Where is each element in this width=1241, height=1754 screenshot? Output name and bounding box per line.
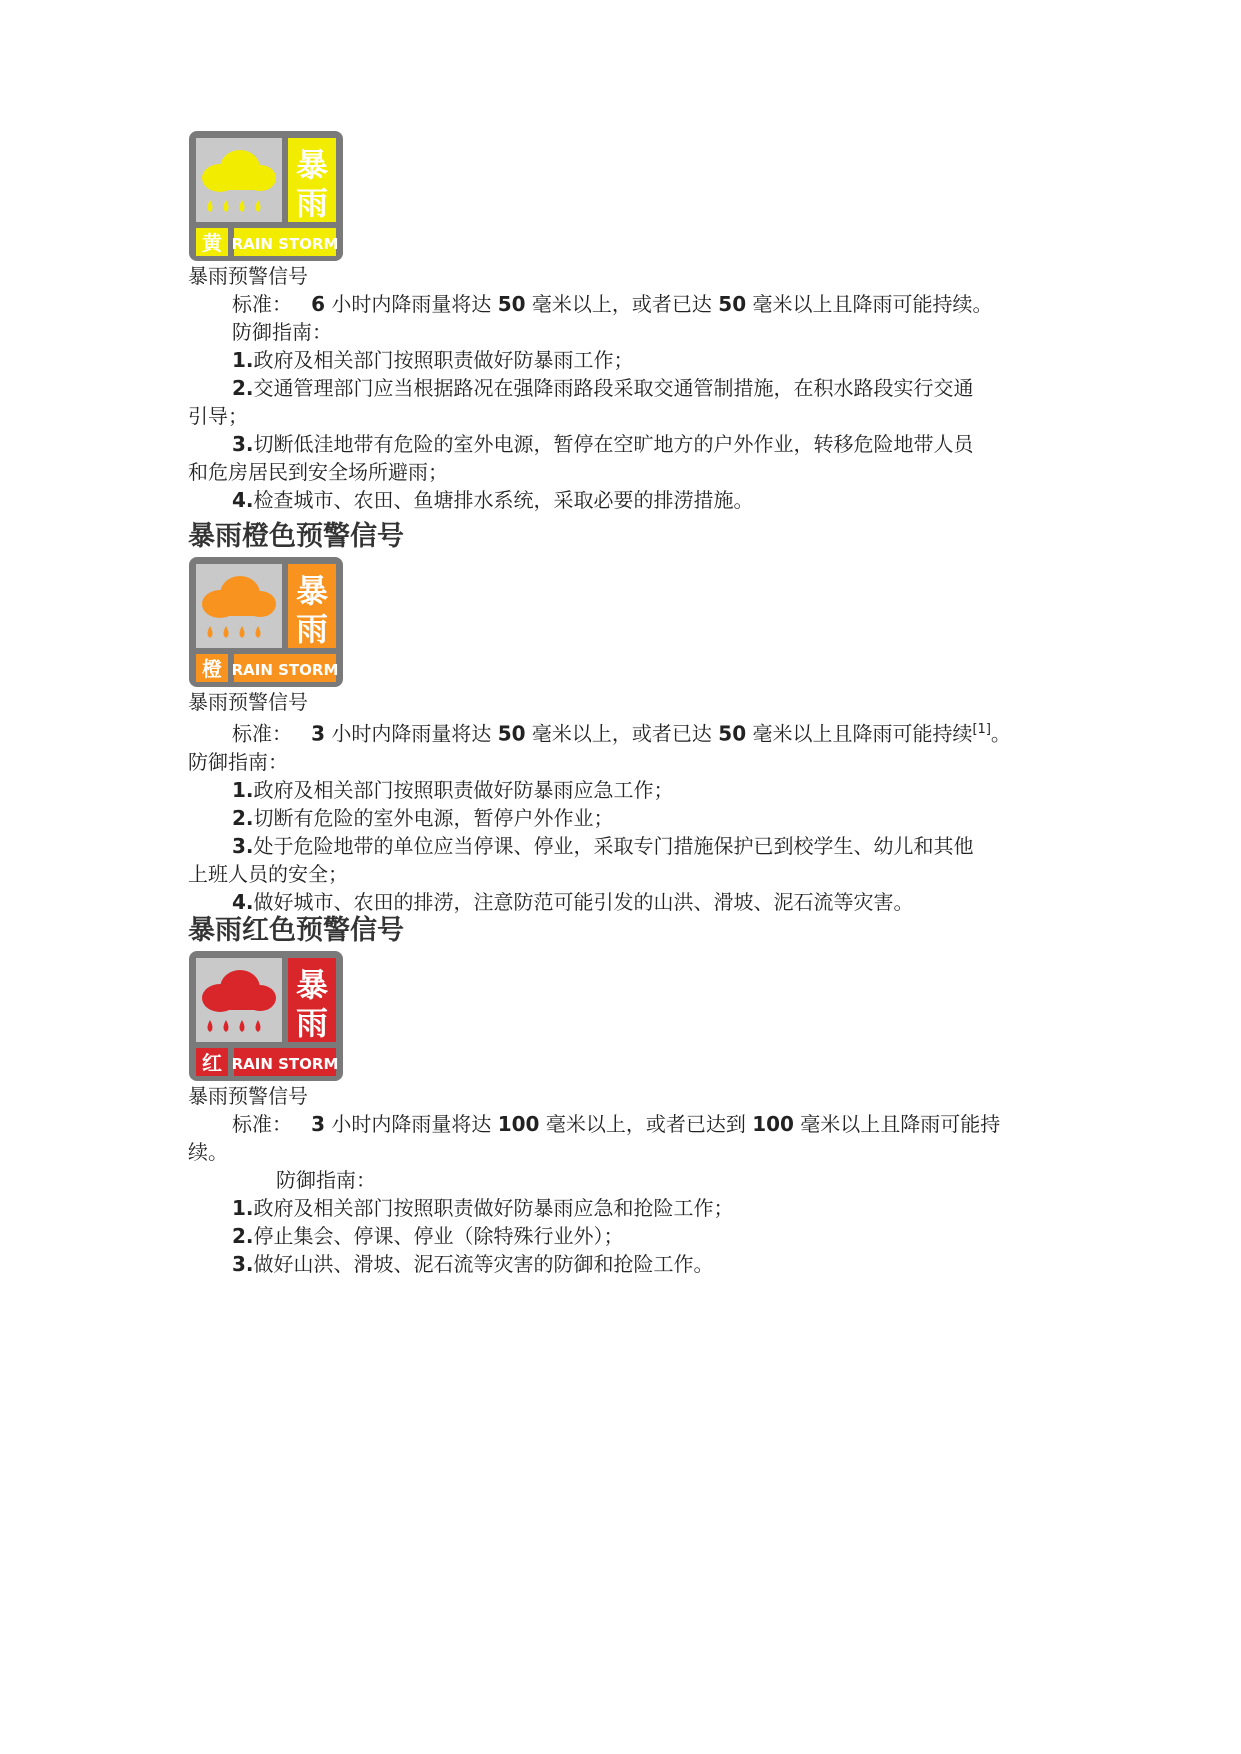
section-heading: 暴雨橙色预警信号 xyxy=(188,521,404,552)
guide-item: 4.检查城市、农田、鱼塘排水系统，采取必要的排涝措施。 xyxy=(232,488,754,512)
badge-level-char: 红 xyxy=(202,1051,222,1075)
footnote-ref[interactable]: [1] xyxy=(972,722,991,737)
badge-char-bao: 暴 xyxy=(295,966,329,1004)
guide-item: 3.切断低洼地带有危险的室外电源，暂停在空旷地方的户外作业，转移危险地带人员 xyxy=(232,432,974,456)
rainstorm-yellow-icon xyxy=(188,130,344,262)
standard-line: 标准： 3 小时内降雨量将达 100 毫米以上，或者已达到 100 毫米以上且降雨可能持 xyxy=(232,1112,1001,1136)
badge-level-char: 橙 xyxy=(202,657,222,681)
standard-line: 标准： 3 小时内降雨量将达 50 毫米以上，或者已达 50 毫米以上且降雨可能持续[1]。 xyxy=(232,721,1011,746)
badge-char-bao: 暴 xyxy=(295,572,329,610)
badge-english: RAIN STORM xyxy=(231,661,339,679)
badge-english: RAIN STORM xyxy=(231,1055,339,1073)
signal-caption: 暴雨预警信号 xyxy=(188,690,308,714)
guide-item: 3.处于危险地带的单位应当停课、停业，采取专门措施保护已到校学生、幼儿和其他 xyxy=(232,833,974,858)
rainstorm-red-icon xyxy=(188,950,344,1082)
guide-item-cont: 和危房居民到安全场所避雨； xyxy=(188,460,448,484)
guide-item-cont: 引导； xyxy=(188,404,248,428)
guide-item: 3.做好山洪、滑坡、泥石流等灾害的防御和抢险工作。 xyxy=(232,1252,714,1276)
guide-item: 4.做好城市、农田的排涝，注意防范可能引发的山洪、滑坡、泥石流等灾害。 xyxy=(232,889,914,914)
guide-item: 2.切断有危险的室外电源，暂停户外作业； xyxy=(232,805,614,830)
guide-label: 防御指南： xyxy=(188,749,288,774)
signal-caption: 暴雨预警信号 xyxy=(188,1084,308,1108)
section-heading: 暴雨红色预警信号 xyxy=(188,915,404,946)
rainstorm-orange-icon xyxy=(188,556,344,688)
badge-char-yu: 雨 xyxy=(295,1004,329,1042)
guide-item: 2.交通管理部门应当根据路况在强降雨路段采取交通管制措施，在积水路段实行交通 xyxy=(232,376,974,400)
signal-red xyxy=(188,914,1068,1278)
signal-orange xyxy=(188,520,1068,916)
guide-item: 1.政府及相关部门按照职责做好防暴雨应急工作； xyxy=(232,777,674,802)
guide-item-cont: 上班人员的安全； xyxy=(188,861,348,886)
badge-char-bao: 暴 xyxy=(295,146,329,184)
guide-item: 1.政府及相关部门按照职责做好防暴雨工作； xyxy=(232,348,634,372)
signal-caption: 暴雨预警信号 xyxy=(188,264,308,288)
standard-cont: 续。 xyxy=(188,1140,228,1164)
badge-char-yu: 雨 xyxy=(295,610,329,648)
signal-yellow xyxy=(188,130,1068,514)
badge-level-char: 黄 xyxy=(202,231,222,255)
badge-english: RAIN STORM xyxy=(231,235,339,253)
standard-line: 标准： 6 小时内降雨量将达 50 毫米以上，或者已达 50 毫米以上且降雨可能持续。 xyxy=(232,292,993,316)
guide-label: 防御指南： xyxy=(232,320,332,344)
badge-char-yu: 雨 xyxy=(295,184,329,222)
guide-label: 防御指南： xyxy=(276,1168,376,1192)
guide-item: 2.停止集会、停课、停业（除特殊行业外）； xyxy=(232,1224,624,1248)
guide-item: 1.政府及相关部门按照职责做好防暴雨应急和抢险工作； xyxy=(232,1196,734,1220)
